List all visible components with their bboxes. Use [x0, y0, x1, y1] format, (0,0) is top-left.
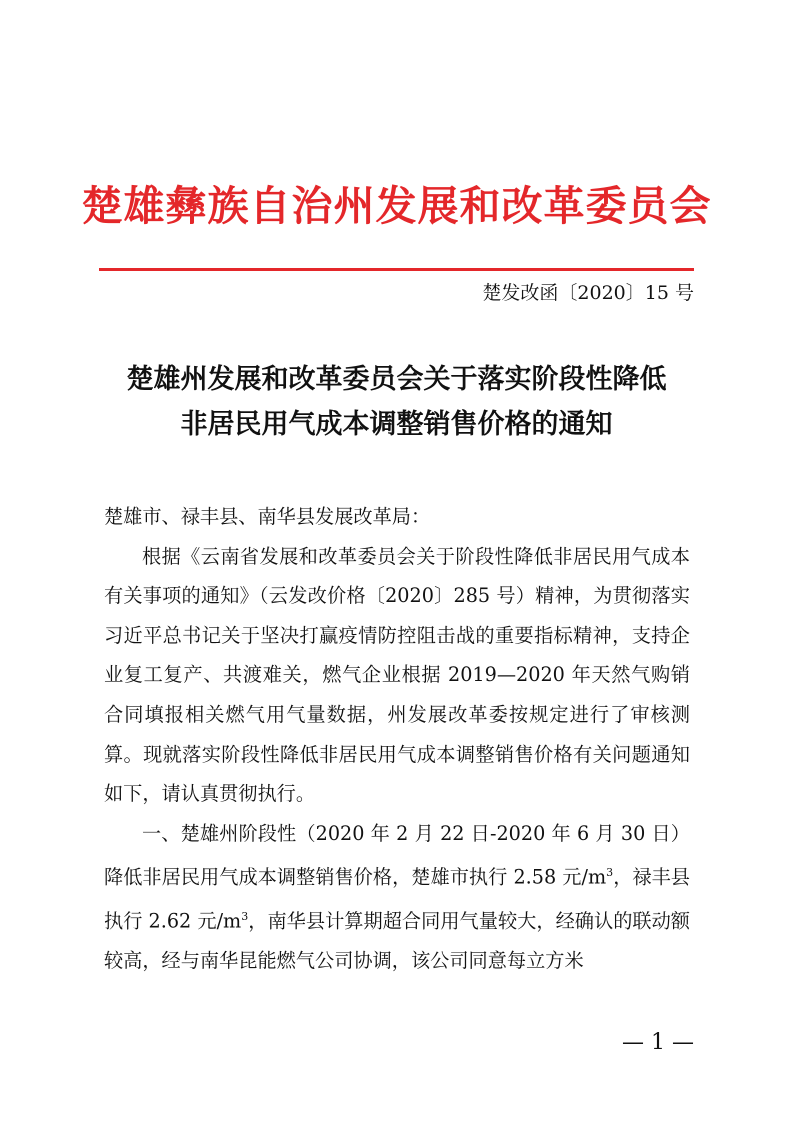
superscript-cubic-2: 3 — [241, 910, 249, 924]
body-paragraph-1: 根据《云南省发展和改革委员会关于阶段性降低非居民用气成本有关事项的通知》（云发改价格〔2020〕285 号）精神，为贯彻落实习近平总书记关于坚决打赢疫情防控阻击战的重要指标精神，支持企业复工复产、共渡难关，燃气企业根据 2019—2020 年天然气购销合同填报相关燃气用气量数据，州发展改革委按规定进行了审核测算。现就落实阶段性降低非居民用气成本调整销售价格有关问题通知如下，请认真贯彻执行。 — [104, 544, 690, 806]
paragraph-2-text-a: 一、楚雄州阶段性（2020 年 2 月 22 日-2020 年 6 月 30 日）降低非居民用气成本调整销售价格，楚雄市执行 2.58 元/m — [104, 821, 690, 889]
red-divider-rule — [99, 268, 694, 271]
notice-title-line-1: 楚雄州发展和改革委员会关于落实阶段性降低 — [126, 364, 667, 395]
recipients-line: 楚雄市、禄丰县、南华县发展改革局： — [104, 505, 431, 528]
document-number: 楚发改函〔2020〕15 号 — [482, 282, 694, 304]
paragraph-2-text-b: ，禄丰县执行 2.62 元/m — [104, 865, 690, 933]
page-number: — 1 — — [622, 1030, 694, 1055]
notice-title-line-2: 非居民用气成本调整销售价格的通知 — [180, 409, 613, 440]
body-paragraph-2 — [104, 814, 690, 981]
paragraph-2-text-c: ，南华县计算期超合同用气量较大，经确认的联动额较高，经与南华昆能燃气公司协调，该公司同意每立方米 — [104, 909, 690, 973]
superscript-cubic-1: 3 — [606, 866, 614, 880]
notice-body — [104, 497, 690, 981]
agency-header: 楚雄彝族自治州发展和改革委员会 — [81, 182, 712, 230]
